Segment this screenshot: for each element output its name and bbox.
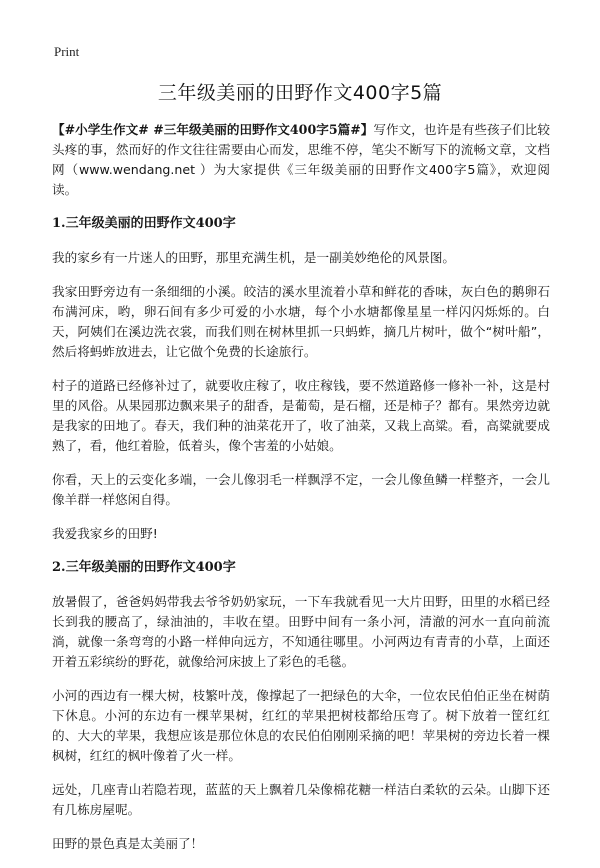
intro-paragraph [52,120,550,200]
article-body [52,120,550,868]
page-title: 三年级美丽的田野作文400字5篇 [157,82,443,104]
section-2-paragraph: 田野的景色真是太美丽了！ [52,836,204,851]
section-2-paragraph: 放暑假了，爸爸妈妈带我去爷爷奶奶家玩，一下车我就看见一大片田野，田里的水稻已经长到我的腰高了，绿油油的，丰收在望。田野中间有一条小河，清澈的河水一直向前流淌，就像一条弯弯的小路一样伸向远方，不知通往哪里。小河两边有青青的小草，上面还开着五彩缤纷的野花，就像给河床披上了彩色的毛毯。 [52,594,550,669]
intro-tag: 【#小学生作文# #三年级美丽的田野作文400字5篇#】 [52,122,374,137]
section-2-paragraph: 小河的西边有一棵大树，枝繁叶茂，像撑起了一把绿色的大伞，一位农民伯伯正坐在树荫下休息。小河的东边有一棵苹果树，红红的苹果把树枝都给压弯了。树下放着一筐红红的、大大的苹果，我想应该是那位休息的农民伯伯刚刚采摘的吧！苹果树的旁边长着一棵枫树，红红的枫叶像着了火一样。 [52,688,550,763]
section-1-paragraph: 我家田野旁边有一条细细的小溪。皎洁的溪水里流着小草和鲜花的香味，灰白色的鹅卵石布满河床，哟，卵石间有多少可爱的小水塘，每个小水塘都像星星一样闪闪烁烁的。白天，阿姨们在溪边洗衣裳，而我们则在树林里抓一只蚂蚱，摘几片树叶，做个“树叶船”，然后将蚂蚱放进去，让它做个免费的长途旅行。 [52,284,550,359]
section-heading-2: 2.三年级美丽的田野作文400字 [52,560,236,575]
section-2-paragraph: 远处，几座青山若隐若现，蓝蓝的天上飘着几朵像棉花糖一样洁白柔软的云朵。山脚下还有几栋房屋呢。 [52,782,550,817]
section-1-paragraph: 我爱我家乡的田野! [52,526,158,541]
section-heading-1: 1.三年级美丽的田野作文400字 [52,216,236,231]
section-1-paragraph: 村子的道路已经修补过了，就要收庄稼了，收庄稼钱，要不然道路修一修补一补，这是村里的风俗。从果园那边飘来果子的甜香，是葡萄，是石榴，还是柿子？都有。果然旁边就是我家的田地了。春天，我们种的油菜花开了，收了油菜，又栽上高粱。看，高粱就要成熟了，看，他红着脸，低着头，像个害羞的小姑娘。 [52,378,550,453]
intro-text: 写作文，也许是有些孩子们比较头疼的事，然而好的作文往往需要由心而发，思维不停，笔尖不断写下的流畅文章，文档网（www.wendang.net ）为大家提供《三年级美丽的田野作文400字5篇》，欢迎阅读。 [52,122,550,197]
section-1-paragraph: 我的家乡有一片迷人的田野，那里充满生机，是一副美妙绝伦的风景图。 [52,250,455,265]
print-label: Print [54,44,80,59]
section-1-paragraph: 你看，天上的云变化多端，一会儿像羽毛一样飘浮不定，一会儿像鱼鳞一样整齐，一会儿像羊群一样悠闲自得。 [52,472,550,507]
